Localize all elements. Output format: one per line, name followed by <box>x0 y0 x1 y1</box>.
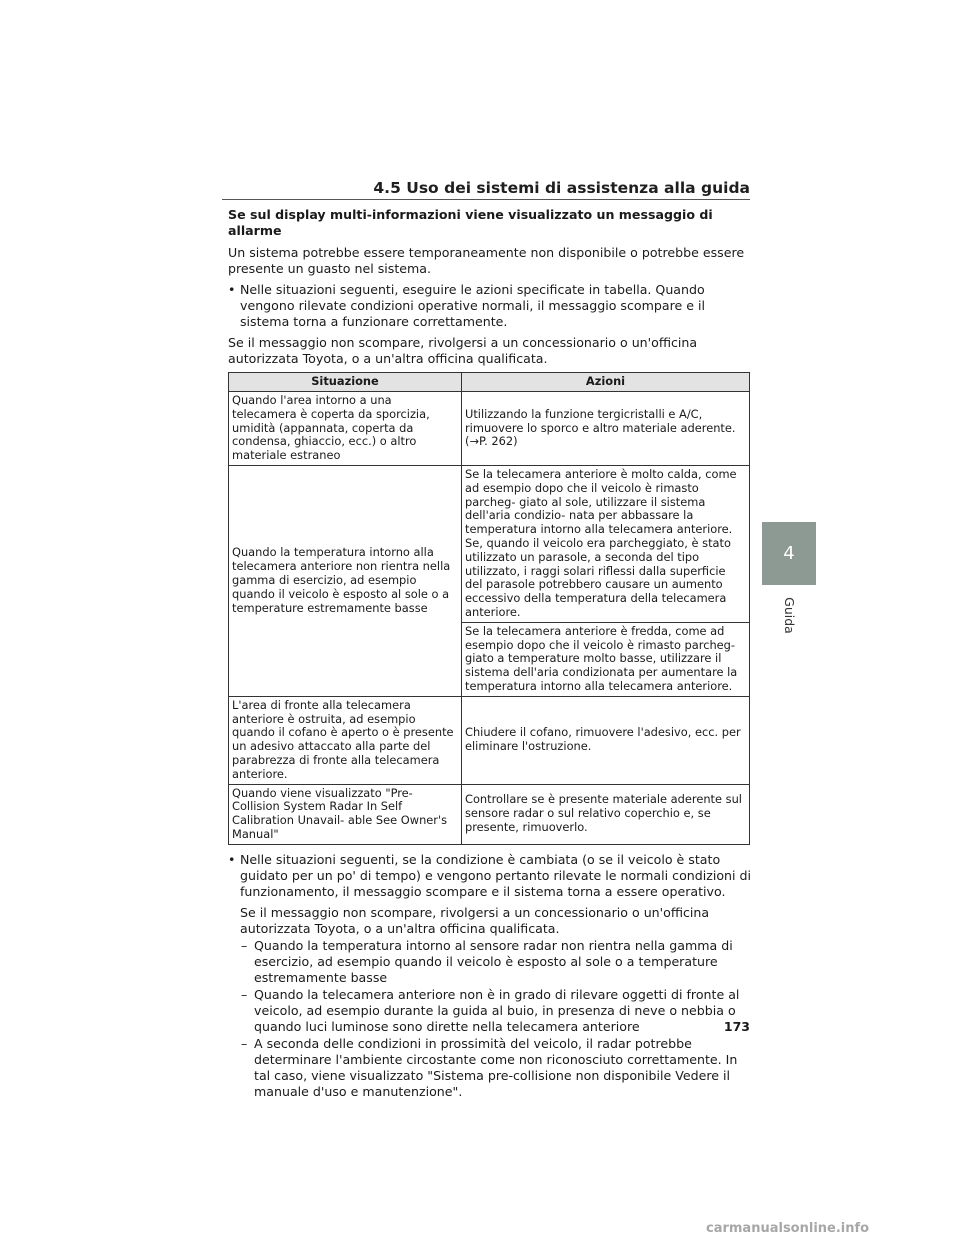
table-header-actions: Azioni <box>462 373 750 392</box>
table-row <box>229 784 750 844</box>
watermark-text: carmanualsonline.info <box>706 1221 870 1236</box>
cell-paragraph: Se la telecamera anteriore è molto calda, come ad esempio dopo che il veicolo è rimasto parcheg- giato al sole, utilizzare il sistema dell'aria condizio- nata per abbassare la temperatura intorno alla telecamera anteriore. <box>465 466 737 537</box>
table-cell: Quando viene visualizzato "Pre-Collision System Radar In Self Calibration Unavail- able See Owner's Manual" <box>229 784 462 844</box>
sub-item <box>228 1036 752 1100</box>
bullet-text: Nelle situazioni seguenti, se la condizione è cambiata (o se il veicolo è stato guidato per un po' di tempo) e vengono pertanto rilevate le normali condizioni di funzionamento, il messaggio scompare e il sistema torna a essere operativo. <box>240 851 752 899</box>
sub-item-text: A seconda delle condizioni in prossimità del veicolo, il radar potrebbe determinare l'ambiente circostante come non riconosciuto correttamente. In tal caso, viene visualizzato "Sistema pre-collisione non disponibile Vedere il manuale d'uso e manutenzione". <box>254 1035 738 1099</box>
chapter-tab[interactable] <box>762 522 816 585</box>
header-divider <box>222 199 750 200</box>
section-header: 4.5 Uso dei sistemi di assistenza alla guida <box>373 179 750 197</box>
cell-paragraph: Se, quando il veicolo era parcheggiato, è stato utilizzato un parasole, a seconda del tipo utilizzato, i raggi solari riflessi dalla superficie del parasole potrebbero causare un aumento eccessivo della temperatura della telecamera anteriore. <box>465 535 731 619</box>
table-row <box>229 465 750 622</box>
warning-actions-table <box>228 372 750 845</box>
bullet-dot: • <box>228 282 236 297</box>
sub-item <box>228 938 752 986</box>
sub-item-text: Quando la telecamera anteriore non è in grado di rilevare oggetti di fronte al veicolo, ad esempio durante la guida al buio, in presenza di neve o nebbia o quando luci luminose sono dirette nella telecamera anteriore <box>254 986 740 1034</box>
table-cell: Quando la temperatura intorno alla telecamera anteriore non rientra nella gamma di esercizio, ad esempio quando il veicolo è esposto al sole o a temperature estremamente basse <box>229 465 462 696</box>
chapter-number: 4 <box>783 543 795 564</box>
page-number: 173 <box>723 1019 750 1034</box>
table-cell: Utilizzando la funzione tergicristalli e A/C, rimuovere lo sporco e altro materiale aderente. (→P. 262) <box>462 392 750 466</box>
bullet-text: Nelle situazioni seguenti, eseguire le azioni specificate in tabella. Quando vengono rilevate condizioni operative normali, il messaggio scompare e il sistema torna a funzionare correttamente. <box>240 282 705 329</box>
table-row <box>229 696 750 784</box>
table-cell: L'area di fronte alla telecamera anteriore è ostruita, ad esempio quando il cofano è aperto o è presente un adesivo attaccato alla parte del parabrezza di fronte alla telecamera anteriore. <box>229 696 462 784</box>
bullet-dot: • <box>228 851 236 867</box>
sub-item-text: Quando la temperatura intorno al sensore radar non rientra nella gamma di esercizio, ad esempio quando il veicolo è esposto al sole o a temperature estremamente basse <box>254 937 733 985</box>
table-cell: Controllare se è presente materiale aderente sul sensore radar o sul relativo coperchio e, se presente, rimuoverlo. <box>462 784 750 844</box>
contact-paragraph: Se il messaggio non scompare, rivolgersi a un concessionario o un'officina autorizzata Toyota, o a un'altra officina qualificata. <box>228 335 698 366</box>
section-heading: Se sul display multi-informazioni viene visualizzato un messaggio di allarme <box>228 207 713 238</box>
table-header-row <box>229 373 750 392</box>
dash-glyph: – <box>241 986 248 1002</box>
bullet-item <box>228 282 752 330</box>
table-cell: Se la telecamera anteriore è fredda, come ad esempio dopo che il veicolo è rimasto parcheg- giato a temperature molto basse, utilizzare il sistema dell'aria condizionata per aumentare la temperatura intorno alla telecamera anteriore. <box>462 622 750 696</box>
table-header-situation: Situazione <box>229 373 462 392</box>
page-content <box>228 207 752 1101</box>
chapter-label <box>764 590 814 640</box>
bullet-item <box>228 852 752 900</box>
dash-glyph: – <box>241 937 248 953</box>
intro-paragraph: Un sistema potrebbe essere temporaneamente non disponibile o potrebbe essere presente un guasto nel sistema. <box>228 245 745 276</box>
sub-item <box>228 987 752 1035</box>
bullet-paragraph: Se il messaggio non scompare, rivolgersi a un concessionario o un'officina autorizzata Toyota, o a un'altra officina qualificata. <box>240 904 710 936</box>
chapter-label-text: Guida <box>781 596 797 634</box>
table-cell: Quando l'area intorno a una telecamera è coperta da sporcizia, umidità (appannata, coperta da condensa, ghiaccio, ecc.) o altro materiale estraneo <box>229 392 462 466</box>
dash-glyph: – <box>241 1035 248 1051</box>
table-cell <box>462 465 750 622</box>
table-row <box>229 392 750 466</box>
table-cell: Chiudere il cofano, rimuovere l'adesivo, ecc. per eliminare l'ostruzione. <box>462 696 750 784</box>
